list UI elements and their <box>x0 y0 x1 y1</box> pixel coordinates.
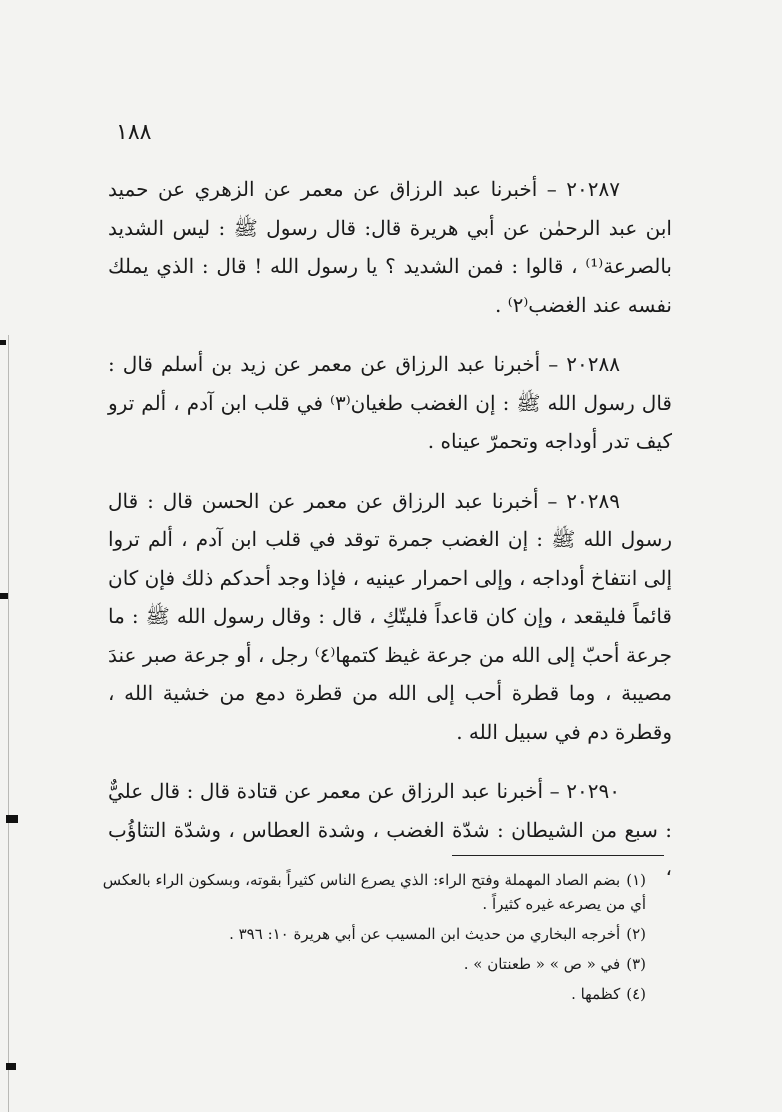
footnote-separator <box>452 855 664 856</box>
footnote-text: بضم الصاد المهملة وفتح الراء: الذي يصرع الناس كثيراً بقوته، وبسكون الراء بالعكس أي من يصرعه غيره كثيراً . <box>102 871 646 913</box>
footnote-text: في « ص » « طعنتان » . <box>463 955 621 973</box>
hadith-20288: ٢٠٢٨٨ – أخبرنا عبد الرزاق عن معمر عن زيد بن أسلم قال : قال رسول الله ﷺ : إن الغضب طغيان⁽٣⁾ في قلب ابن آدم ، ألم ترو كيف تدر أوداجه وتحمرّ عيناه . <box>108 352 672 453</box>
hadith-20287: ٢٠٢٨٧ – أخبرنا عبد الرزاق عن معمر عن الزهري عن حميد ابن عبد الرحمٰن عن أبي هريرة قال: قال رسول ﷺ : ليس الشديد بالصرعة⁽¹⁾ ، قالوا : فمن الشديد ؟ يا رسول الله ! قال : الذي يملك نفسه عند الغضب⁽٢⁾ . <box>108 177 672 317</box>
main-text <box>108 170 672 888</box>
margin-mark <box>6 815 18 823</box>
footnote-4 <box>100 982 670 1006</box>
footnote-1 <box>100 868 670 916</box>
page-number: ١٨٨ <box>116 120 152 145</box>
footnote-text: أخرجه البخاري من حديث ابن المسيب عن أبي هريرة ١٠: ٣٩٦ . <box>229 925 621 943</box>
margin-mark <box>6 1063 16 1070</box>
footnote-marker: (٤) <box>626 985 646 1003</box>
footnote-marker: (١) <box>626 871 646 889</box>
margin-mark <box>0 593 8 599</box>
footnotes <box>100 868 670 1012</box>
hadith-20289: ٢٠٢٨٩ – أخبرنا عبد الرزاق عن معمر عن الحسن قال : قال رسول الله ﷺ : إن الغضب جمرة توقد في قلب ابن آدم ، ألم تروا إلى انتفاخ أوداجه ، وإلى احمرار عينيه ، فإذا وجد أحدكم ذلك فإن كان قائماً فليقعد ، وإن كان قاعداً فليتّكِ ، قال : وقال رسول الله ﷺ : ما جرعة أحبّ إلى الله من جرعة غيظ كتمها⁽٤⁾ رجل ، أو جرعة صبر عندَ مصيبة ، وما قطرة أحب إلى الله من قطرة دمع من خشية الله ، وقطرة دم في سبيل الله . <box>108 488 672 744</box>
margin-mark <box>0 340 6 345</box>
hadith-20290: ٢٠٢٩٠ – أخبرنا عبد الرزاق عن معمر عن قتادة قال : قال عليٌّ : سبع من الشيطان : شدّة الغضب ، وشدة العطاس ، وشدّة التثاؤُب ، <box>108 779 672 880</box>
page-edge-line <box>8 335 9 1112</box>
footnote-text: كظمها . <box>571 985 621 1003</box>
footnote-marker: (٢) <box>626 925 646 943</box>
footnote-2 <box>100 922 670 946</box>
footnote-3 <box>100 952 670 976</box>
footnote-marker: (٣) <box>626 955 646 973</box>
